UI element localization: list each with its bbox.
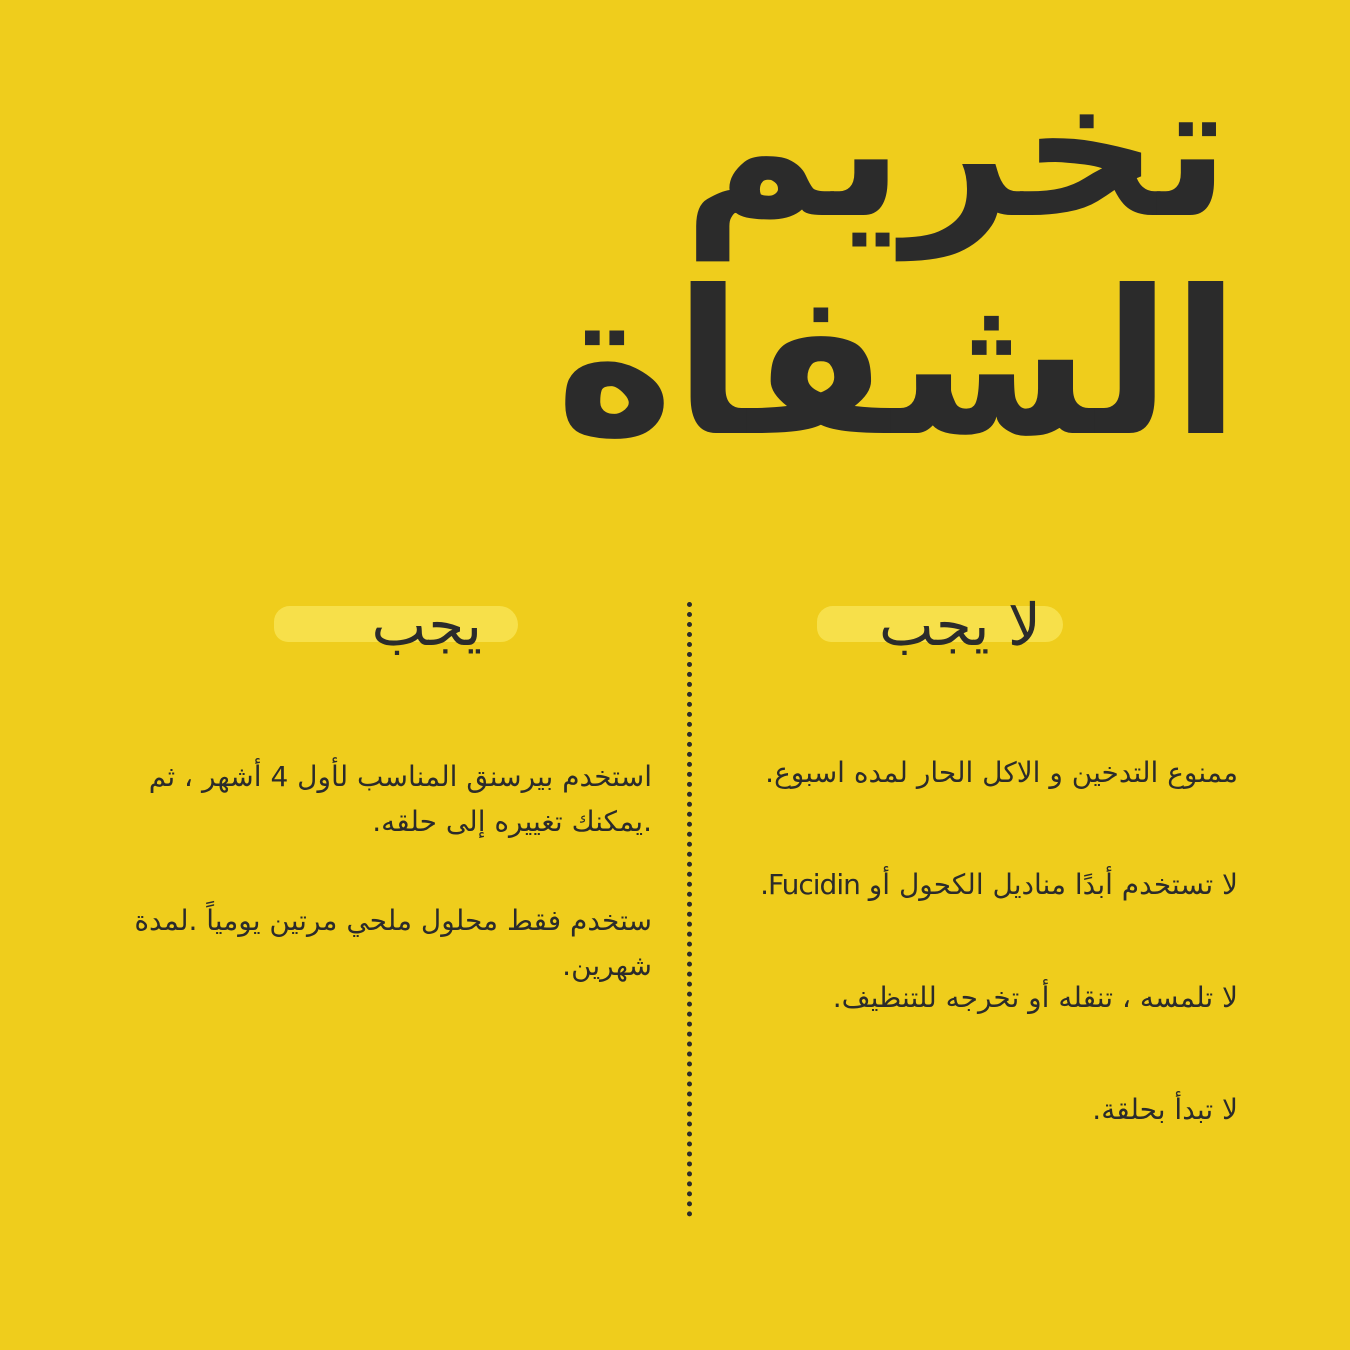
do-heading-group — [270, 590, 520, 660]
do-heading: يجب — [371, 591, 482, 659]
column-divider — [687, 602, 692, 1217]
dont-heading-group — [815, 590, 1065, 660]
dont-heading: لا يجب — [878, 591, 1041, 659]
do-item-1: استخدم بيرسنق المناسب لأول 4 أشهر ، ثم .يمكنك تغييره إلى حلقه. — [148, 760, 652, 838]
dont-item-3: لا تلمسه ، تنقله أو تخرجه للتنظيف. — [832, 981, 1238, 1014]
dont-item-4: لا تبدأ بحلقة. — [1092, 1093, 1238, 1126]
page-title-line-2: الشفاة — [555, 248, 1240, 481]
dont-item-1: ممنوع التدخين و الاكل الحار لمده اسبوع. — [765, 756, 1238, 789]
page-title-line-1: تخريم — [683, 39, 1230, 260]
do-item-2: ستخدم فقط محلول ملحي مرتين يومياً .لمدة شهرين. — [134, 904, 652, 982]
dont-item-2: لا تستخدم أبدًا مناديل الكحول أو Fucidin. — [760, 868, 1238, 901]
